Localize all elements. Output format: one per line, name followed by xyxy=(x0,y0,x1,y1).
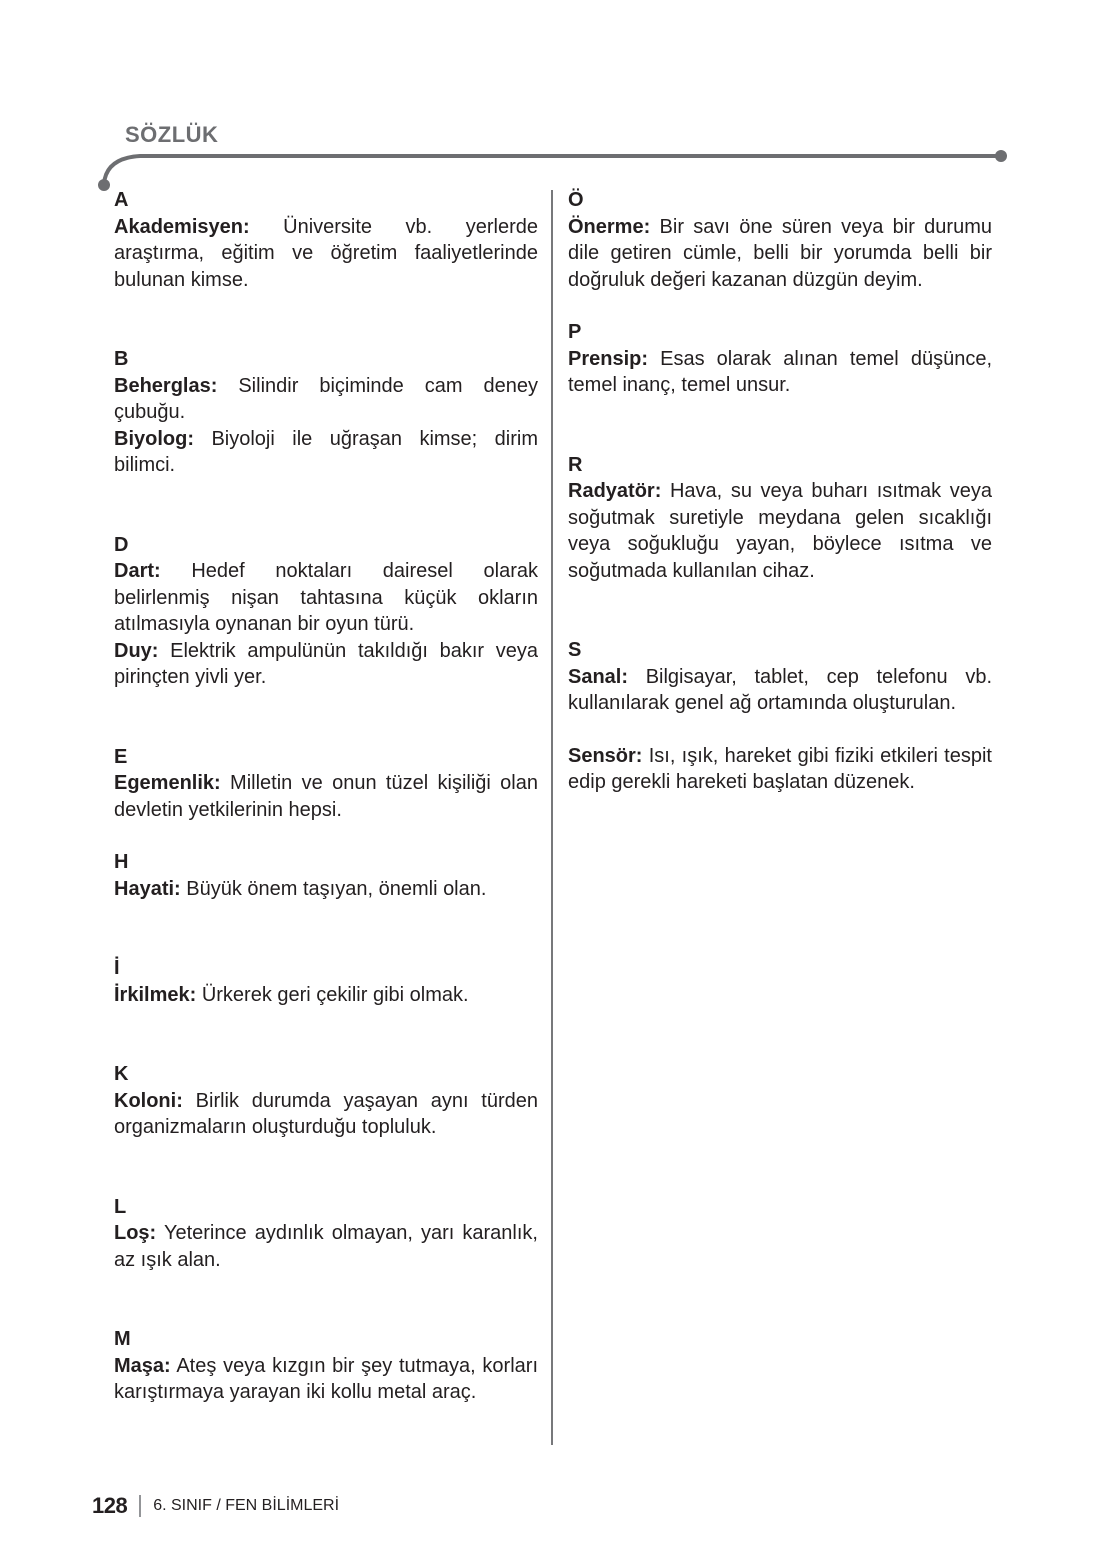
footer-separator xyxy=(139,1495,141,1517)
glossary-section-b xyxy=(114,346,538,479)
section-letter: M xyxy=(114,1328,131,1350)
glossary-section-h xyxy=(114,849,538,902)
entry-term: Maşa: xyxy=(114,1354,171,1377)
entry-definition: Isı, ışık, hareket gibi fiziki etkileri tespit edip gerekli hareketi başlatan düzenek. xyxy=(568,744,992,793)
entry-term: Koloni: xyxy=(114,1089,183,1112)
glossary-section-e xyxy=(114,744,538,824)
entry-term: Sensör: xyxy=(568,744,643,767)
glossary-right-column xyxy=(568,187,992,796)
section-letter: S xyxy=(568,639,582,661)
section-letter: H xyxy=(114,851,129,873)
page-footer xyxy=(92,1493,339,1519)
entry-definition: Elektrik ampulünün takıldığı bakır veya pirinçten yivli yer. xyxy=(114,639,538,688)
glossary-section-i xyxy=(114,955,538,1008)
glossary-section-a xyxy=(114,187,538,293)
section-letter: B xyxy=(114,348,129,370)
entry-term: Sanal: xyxy=(568,665,629,688)
entry-definition: Yeterince aydınlık olmayan, yarı karanlık, az ışık alan. xyxy=(114,1222,538,1271)
entry-term: Duy: xyxy=(114,639,159,662)
section-letter: D xyxy=(114,533,129,556)
glossary-entry xyxy=(114,1088,538,1141)
section-letter: L xyxy=(114,1195,127,1218)
glossary-section-m xyxy=(114,1326,538,1406)
glossary-entry xyxy=(568,478,992,584)
glossary-section-l xyxy=(114,1194,538,1274)
glossary-entry xyxy=(114,1220,538,1273)
glossary-entry xyxy=(114,982,538,1009)
entry-term: Biyolog: xyxy=(114,427,194,450)
glossary-entry xyxy=(114,373,538,426)
entry-term: Dart: xyxy=(114,560,161,582)
page-number: 128 xyxy=(92,1493,128,1518)
glossary-entry xyxy=(114,1353,538,1406)
glossary-section-p xyxy=(568,319,992,399)
glossary-entry xyxy=(114,770,538,823)
glossary-entry xyxy=(568,346,992,399)
entry-term: Önerme: xyxy=(568,215,651,238)
entry-term: Radyatör: xyxy=(568,480,662,502)
glossary-entry xyxy=(568,664,992,717)
glossary-entry xyxy=(114,558,538,638)
header-rule-decoration xyxy=(0,0,1106,200)
entry-definition: Biyoloji ile uğraşan kimse; dirim bilimci. xyxy=(114,427,538,476)
entry-definition: Hedef noktaları dairesel olarak belirlenmiş nişan tahtasına küçük okların atılmasıyla oynanan bir oyun türü. xyxy=(114,560,538,635)
section-letter: Ö xyxy=(568,189,584,211)
page-title: SÖZLÜK xyxy=(125,122,219,147)
entry-definition: Milletin ve onun tüzel kişiliği olan devletin yetkilerinin hepsi. xyxy=(114,772,538,821)
entry-definition: Hava, su veya buharı ısıtmak veya soğutmak suretiyle meydana gelen sıcaklığı veya soğukluğu yayan, böylece ısıtma ve soğutmada kullanılan cihaz. xyxy=(568,480,992,582)
glossary-entry xyxy=(568,743,992,796)
entry-term: Akademisyen: xyxy=(114,215,250,238)
section-letter: K xyxy=(114,1063,129,1085)
glossary-entry xyxy=(114,426,538,479)
glossary-section-k xyxy=(114,1061,538,1141)
glossary-entry xyxy=(568,214,992,294)
glossary-section-o-umlaut xyxy=(568,187,992,293)
entry-definition: Silindir biçiminde cam deney çubuğu. xyxy=(114,374,538,423)
glossary-section-r xyxy=(568,452,992,585)
section-letter: E xyxy=(114,745,128,768)
entry-definition: Ürkerek geri çekilir gibi olmak. xyxy=(201,983,469,1006)
entry-term: İrkilmek: xyxy=(114,983,197,1006)
column-divider xyxy=(551,190,553,1445)
entry-term: Beherglas: xyxy=(114,374,218,397)
glossary-entry xyxy=(114,214,538,294)
section-letter: A xyxy=(114,189,129,211)
glossary-section-s xyxy=(568,637,992,796)
entry-definition: Esas olarak alınan temel düşünce, temel inanç, temel unsur. xyxy=(568,347,992,396)
glossary-entry xyxy=(114,638,538,691)
section-letter: P xyxy=(568,321,582,343)
section-letter: İ xyxy=(114,957,120,979)
glossary-entry xyxy=(114,876,538,903)
entry-term: Loş: xyxy=(114,1222,157,1244)
entry-term: Hayati: xyxy=(114,877,181,900)
entry-definition: Büyük önem taşıyan, önemli olan. xyxy=(186,877,487,900)
entry-definition: Üniversite vb. yerlerde araştırma, eğitim ve öğretim faaliyetlerinde bulunan kimse. xyxy=(114,215,539,291)
entry-definition: Ateş veya kızgın bir şey tutmaya, korları karıştırmaya yarayan iki kollu metal araç. xyxy=(114,1354,538,1403)
entry-term: Prensip: xyxy=(568,347,649,370)
glossary-section-d xyxy=(114,532,538,691)
entry-term: Egemenlik: xyxy=(114,772,221,794)
entry-definition: Bilgisayar, tablet, cep telefonu vb. kullanılarak genel ağ ortamında oluşturulan. xyxy=(568,665,992,714)
section-letter: R xyxy=(568,453,583,476)
entry-definition: Birlik durumda yaşayan aynı türden organizmaların oluşturduğu topluluk. xyxy=(114,1089,539,1138)
glossary-left-column xyxy=(114,187,538,1406)
entry-definition: Bir savı öne süren veya bir durumu dile getiren cümle, belli bir yorumda belli bir doğruluk değeri kazanan düzgün deyim. xyxy=(568,215,992,291)
book-label: 6. SINIF / FEN BİLİMLERİ xyxy=(153,1497,340,1514)
